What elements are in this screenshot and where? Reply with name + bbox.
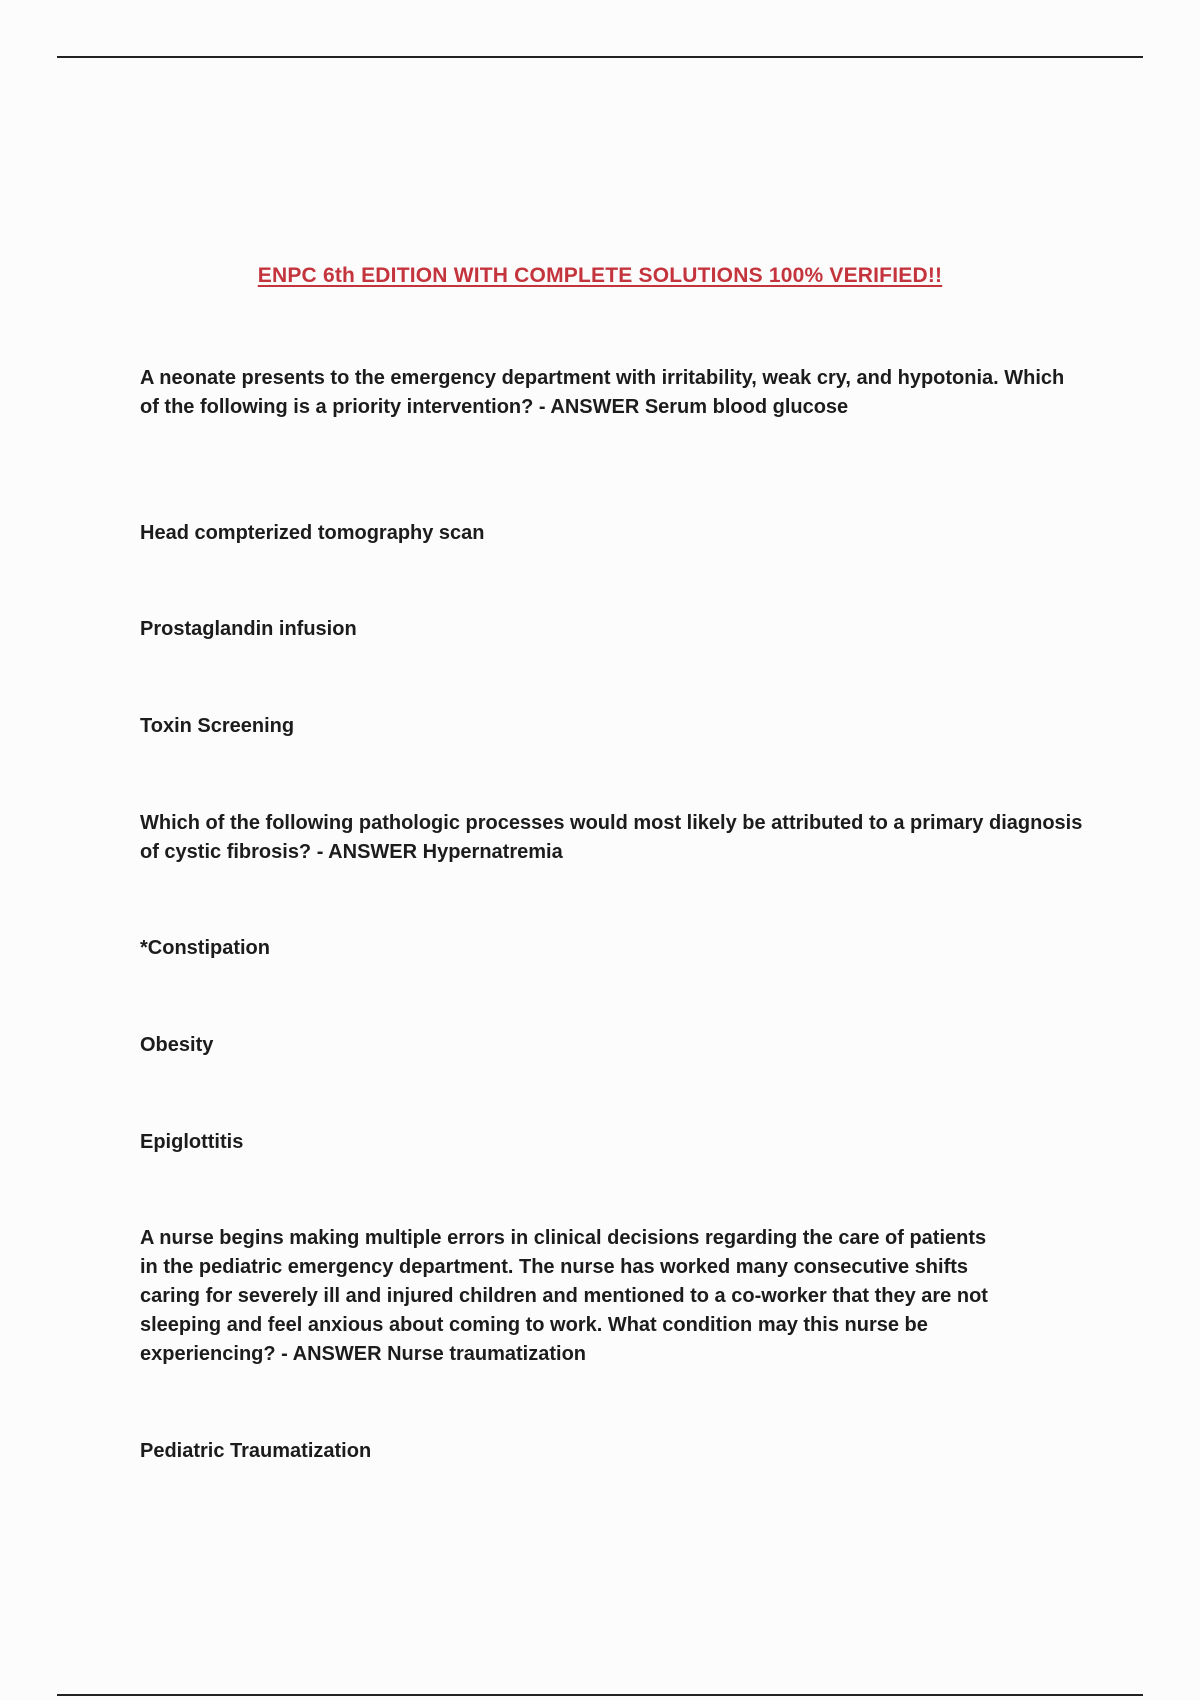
footer-rule [57, 1694, 1143, 1696]
question-2-option-3: Epiglottitis [140, 1131, 244, 1153]
question-3-option-1: Pediatric Traumatization [140, 1440, 372, 1462]
question-3: A nurse begins making multiple errors in clinical decisions regarding the care of patients in the pediatric emergency department. The nurse has worked many consecutive shifts caring for severely ill and injured children and mentioned to a co-worker that they are not sleeping and feel anxious about coming to work. What condition may this nurse be experiencing? - ANSWER Nurse traumatization [140, 1227, 988, 1365]
question-1: A neonate presents to the emergency department with irritability, weak cry, and hypotonia. Which of the following is a priority intervention? - ANSWER Serum blood glucose [140, 367, 1065, 418]
question-2-option-2: Obesity [140, 1034, 214, 1056]
document-title-text: ENPC 6th EDITION WITH COMPLETE SOLUTIONS 100% VERIFIED!! [257, 264, 943, 287]
question-1-option-1: Head compterized tomography scan [140, 522, 485, 544]
question-2-option-1: *Constipation [140, 937, 270, 959]
question-1-option-2: Prostaglandin infusion [140, 618, 357, 640]
document-title [0, 264, 1200, 288]
question-1-option-3: Toxin Screening [140, 715, 295, 737]
header-rule [57, 56, 1143, 58]
question-2: Which of the following pathologic processes would most likely be attributed to a primary diagnosis of cystic fibrosis? - ANSWER Hypernatremia [140, 812, 1083, 863]
